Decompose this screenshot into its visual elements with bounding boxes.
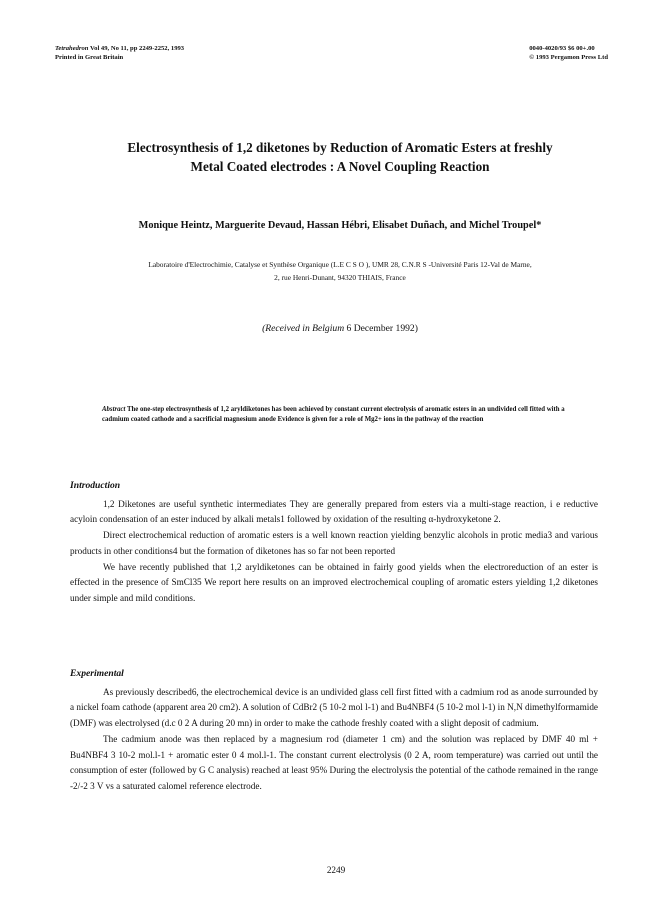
abstract-label: Abstract	[102, 406, 126, 413]
article-title	[60, 138, 620, 176]
issn-price: 0040-4020/93 $6 00+.00	[529, 45, 595, 52]
author-list: Monique Heintz, Marguerite Devaud, Hassan Hébri, Elisabet Duñach, and Michel Troupel*	[138, 220, 542, 231]
page-number: 2249	[326, 865, 346, 875]
experimental-paragraph-1: As previously described6, the electrochemical device is an undivided glass cell first fitted with a cadmium rod as anode surrounded by a nickel foam cathode (apparent area 20 cm2). A solution of CdBr2 (5 10-2 mol l-1) and Bu4NBF4 (5 10-2 mol l-1) in N,N dimethylformamide (DMF) was electrolysed (d.c 0 2 A during 20 mn) in order to make the cathode freshly coated with a slight deposit of cadmium.	[70, 686, 598, 729]
title-line-2: Metal Coated electrodes : A Novel Coupling Reaction	[190, 159, 490, 174]
printed-location: Printed in Great Britain	[55, 54, 124, 61]
experimental-paragraph-2: The cadmium anode was then replaced by a magnesium rod (diameter 1 cm) and the solution was replaced by DMF 40 ml + Bu4NBF4 3 10-2 mol.l-1 + aromatic ester 0 4 mol.l-1. The constant current electrolysis (0 2 A, room temperature) was carried out until the consumption of ester (followed by G C analysis) reached at least 95% During the electrolysis the potential of the cathode remained in the range -2/-2 3 V vs a saturated calomel reference electrode.	[70, 733, 598, 791]
title-line-1: Electrosynthesis of 1,2 diketones by Reduction of Aromatic Esters at freshly	[127, 140, 553, 155]
introduction-heading: Introduction	[70, 480, 121, 491]
introduction-section	[70, 478, 598, 607]
received-date-value: 6 December 1992)	[346, 323, 418, 334]
introduction-paragraph-3: We have recently published that 1,2 aryldiketones can be obtained in fairly good yields when the electroreduction of an ester is effected in the presence of SmCl35 We report here results on an improved electrochemical coupling of aromatic esters yielding 1,2 diketones under simple and mild conditions.	[70, 561, 598, 603]
journal-header-left	[55, 44, 184, 62]
journal-reference: Vol 49, No 11, pp 2249-2252, 1993	[88, 45, 185, 52]
experimental-heading: Experimental	[70, 668, 124, 679]
received-date	[60, 323, 620, 334]
affiliation-line-2: 2, rue Henri-Dunant, 94320 THIAIS, France	[274, 273, 406, 282]
copyright-notice: © 1993 Pergamon Press Ltd	[529, 54, 608, 61]
abstract	[102, 405, 570, 424]
introduction-paragraph-1: 1,2 Diketones are useful synthetic intermediates They are generally prepared from esters via a multi-stage reaction, i e reductive acyloin condensation of an ester induced by alkali metals1 followed by oxidation of the resulting α-hydroxyketone 2.	[70, 498, 598, 525]
journal-header-right	[529, 44, 608, 62]
received-label: (Received in Belgium	[262, 323, 347, 334]
affiliation	[60, 258, 620, 284]
introduction-paragraph-2: Direct electrochemical reduction of aromatic esters is a well known reaction yielding benzylic alcohols in protic media3 and various products in other conditions4 but the formation of diketones has so far not been reported	[70, 530, 598, 556]
affiliation-line-1: Laboratoire d'Electrochimie, Catalyse et Synthèse Organique (L.E C S O ), UMR 28, C.N.R S -Université Paris 12-Val de Marne,	[148, 260, 532, 269]
abstract-text: The one-step electrosynthesis of 1,2 aryldiketones has been achieved by constant current electrolysis of aromatic esters in an undivided cell fitted with a cadmium coated cathode and a sacrificial magnesium anode Evidence is given for a role of Mg2+ ions in the pathway of the reaction	[102, 406, 565, 423]
journal-name: Tetrahedron	[55, 45, 89, 52]
experimental-section	[70, 666, 598, 795]
